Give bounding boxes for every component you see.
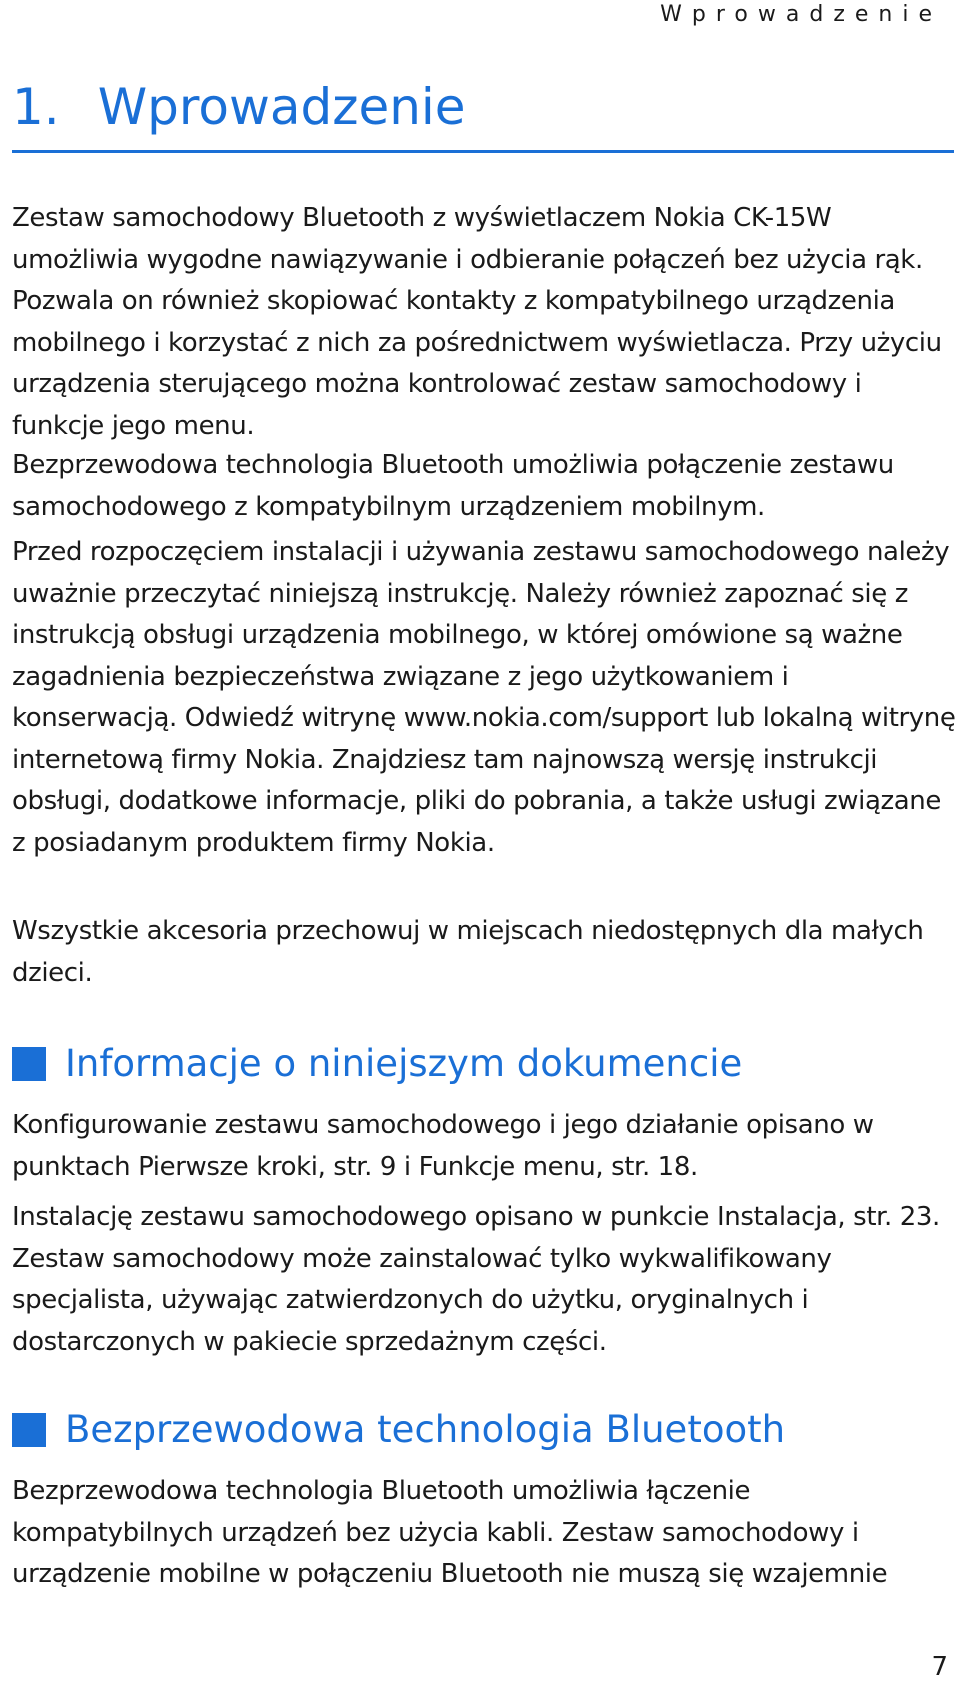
section-2-paragraph-1: Bezprzewodowa technologia Bluetooth umożliwia łączenie kompatybilnych urządzeń bez użycia kabli. Zestaw samochodowy i urządzenie mobilne w połączeniu Bluetooth nie muszą się wzajemnie <box>12 1476 888 1589</box>
intro-paragraph-1: Zestaw samochodowy Bluetooth z wyświetlaczem Nokia CK-15W umożliwia wygodne nawiązywanie i odbieranie połączeń bez użycia rąk. Pozwala on również skopiować kontakty z kompatybilnego urządzenia mobilnego i korzystać z nich za pośrednictwem wyświetlacza. Przy użyciu urządzenia sterującego można kontrolować zestaw samochodowy i funkcje jego menu. <box>12 203 942 441</box>
section-title-about-document <box>12 1042 742 1085</box>
chapter-number: 1. <box>12 78 60 136</box>
running-header: Wprowadzenie <box>660 2 942 27</box>
intro-paragraph-4: Wszystkie akcesoria przechowuj w miejscach niedostępnych dla małych dzieci. <box>12 916 924 988</box>
chapter-title-rule <box>12 150 954 153</box>
section-title-text: Bezprzewodowa technologia Bluetooth <box>65 1408 786 1451</box>
intro-paragraph-2: Bezprzewodowa technologia Bluetooth umożliwia połączenie zestawu samochodowego z kompatybilnym urządzeniem mobilnym. <box>12 450 894 522</box>
section-square-icon <box>12 1413 46 1447</box>
section-title-text: Informacje o niniejszym dokumencie <box>65 1042 743 1085</box>
page-number: 7 <box>931 1652 948 1682</box>
section-1-paragraph-1: Konfigurowanie zestawu samochodowego i jego działanie opisano w punktach Pierwsze kroki, str. 9 i Funkcje menu, str. 18. <box>12 1110 874 1182</box>
section-1-paragraph-2: Instalację zestawu samochodowego opisano w punkcie Instalacja, str. 23. Zestaw samochodowy może zainstalować tylko wykwalifikowany specjalista, używając zatwierdzonych do użytku, oryginalnych i dostarczonych w pakiecie sprzedażnym części. <box>12 1202 940 1357</box>
chapter-title <box>12 78 466 136</box>
intro-paragraph-3: Przed rozpoczęciem instalacji i używania zestawu samochodowego należy uważnie przeczytać niniejszą instrukcję. Należy również zapoznać się z instrukcją obsługi urządzenia mobilnego, w której omówione są ważne zagadnienia bezpieczeństwa związane z jego użytkowaniem i konserwacją. Odwiedź witrynę www.nokia.com/support lub lokalną witrynę internetową firmy Nokia. Znajdziesz tam najnowszą wersję instrukcji obsługi, dodatkowe informacje, pliki do pobrania, a także usługi związane z posiadanym produktem firmy Nokia. <box>12 537 956 858</box>
section-square-icon <box>12 1047 46 1081</box>
chapter-title-text: Wprowadzenie <box>97 78 466 136</box>
section-title-bluetooth <box>12 1408 785 1451</box>
